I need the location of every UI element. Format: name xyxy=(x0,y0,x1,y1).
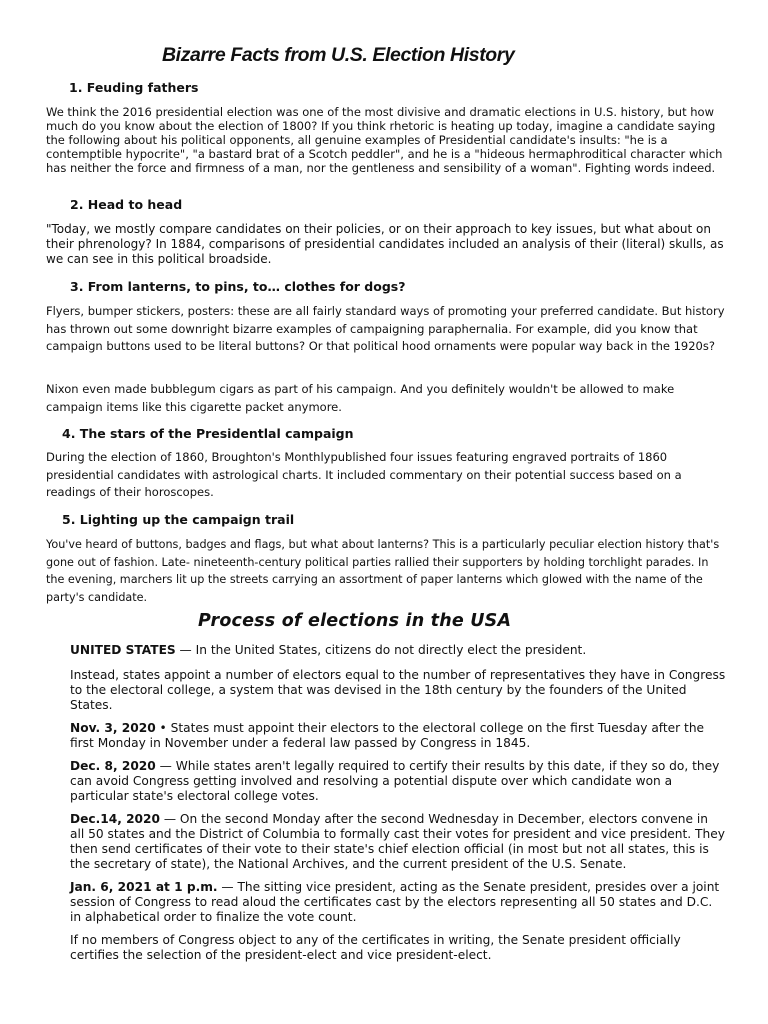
process-item-lead: Dec.14, 2020 xyxy=(70,812,160,826)
process-item xyxy=(70,812,726,872)
process-item-text: Instead, states appoint a number of electors equal to the number of representatives they have in Congress to the electoral college, a system that was devised in the 18th century by the founders of the United States. xyxy=(70,668,726,712)
section-paragraph: We think the 2016 presidential election was one of the most divisive and dramatic elections in U.S. history, but how much do you know about the election of 1800? If you think rhetoric is heating up today, imagine a candidate saying the following about his political opponents, all genuine examples of Presidential candidate's insults: "he is a contemptible hypocrite", "a bastard brat of a Scotch peddler", and he is a "hideous hermaphroditical character which has neither the force and firmness of a man, nor the gentleness and sensibility of a woman". Fighting words indeed. xyxy=(46,105,723,175)
process-item xyxy=(70,759,726,804)
process-item-text: If no members of Congress object to any of the certificates in writing, the Senate president officially certifies the selection of the president-elect and vice president-elect. xyxy=(70,933,681,962)
process-item-lead: Jan. 6, 2021 at 1 p.m. xyxy=(70,880,218,894)
section-heading-presidential-stars: 4. The stars of the Presidentlal campaign xyxy=(62,426,354,441)
section-paragraph: You've heard of buttons, badges and flags, but what about lanterns? This is a particularly peculiar election history that's gone out of fashion. Late- nineteenth-century political parties rallied their supporters by holding torchlight parades. In the evening, marchers lit up the streets carrying an assortment of paper lanterns which glowed with the name of the party's candidate. xyxy=(46,538,720,604)
process-item-lead: UNITED STATES xyxy=(70,643,176,657)
process-item-text: — On the second Monday after the second Wednesday in December, electors convene in all 50 states and the District of Columbia to formally cast their votes for president and vice president. They then send certificates of their vote to their state's chief election official (in most but not all states, this is the secretary of state), the National Archives, and the current president of the U.S. Senate. xyxy=(70,812,725,871)
section-paragraph: Nixon even made bubblegum cigars as part of his campaign. And you definitely wouldn't be allowed to make campaign items like this cigarette packet anymore. xyxy=(46,382,675,414)
process-title: Process of elections in the USA xyxy=(198,611,512,631)
process-item-text: • States must appoint their electors to the electoral college on the first Tuesday after the first Monday in November under a federal law passed by Congress in 1845. xyxy=(70,721,705,750)
process-item-text: — The sitting vice president, acting as the Senate president, presides over a joint session of Congress to read aloud the certificates cast by the electors representing all 50 states and D.C. in alphabetical order to finalize the vote count. xyxy=(70,880,720,924)
process-item xyxy=(70,643,726,658)
section-paragraph: Flyers, bumper stickers, posters: these are all fairly standard ways of promoting your preferred candidate. But history has thrown out some downright bizarre examples of campaigning paraphernalia. For example, did you know that campaign buttons used to be literal buttons? Or that political hood ornaments were popular way back in the 1920s? xyxy=(46,304,725,353)
process-item-text: — While states aren't legally required to certify their results by this date, if they so do, they can avoid Congress getting involved and resolving a potential dispute over which candidate won a particular state's electoral college votes. xyxy=(70,759,720,803)
page-title: Bizarre Facts from U.S. Election History xyxy=(162,44,515,66)
process-item xyxy=(70,933,726,963)
section-heading-head-to-head: 2. Head to head xyxy=(70,197,183,212)
process-item xyxy=(70,880,726,925)
process-item xyxy=(70,668,726,713)
section-paragraph: "Today, we mostly compare candidates on their policies, or on their approach to key issues, but what about on their phrenology? In 1884, comparisons of presidential candidates included an analysis of their (literal) skulls, as we can see in this political broadside. xyxy=(46,222,724,266)
section-heading-campaign-paraphernalia: 3. From lanterns, to pins, to… clothes for dogs? xyxy=(70,279,406,294)
section-paragraph: During the election of 1860, Broughton's Monthlypublished four issues featuring engraved portraits of 1860 presidential candidates with astrological charts. It included commentary on their potential success based on a readings of their horoscopes. xyxy=(46,450,682,499)
process-item-lead: Dec. 8, 2020 xyxy=(70,759,156,773)
process-item xyxy=(70,721,726,751)
process-item-lead: Nov. 3, 2020 xyxy=(70,721,156,735)
process-item-text: — In the United States, citizens do not directly elect the president. xyxy=(175,643,587,657)
section-heading-campaign-trail: 5. Lighting up the campaign trail xyxy=(62,512,295,527)
section-heading-feuding-fathers: 1. Feuding fathers xyxy=(69,80,199,95)
